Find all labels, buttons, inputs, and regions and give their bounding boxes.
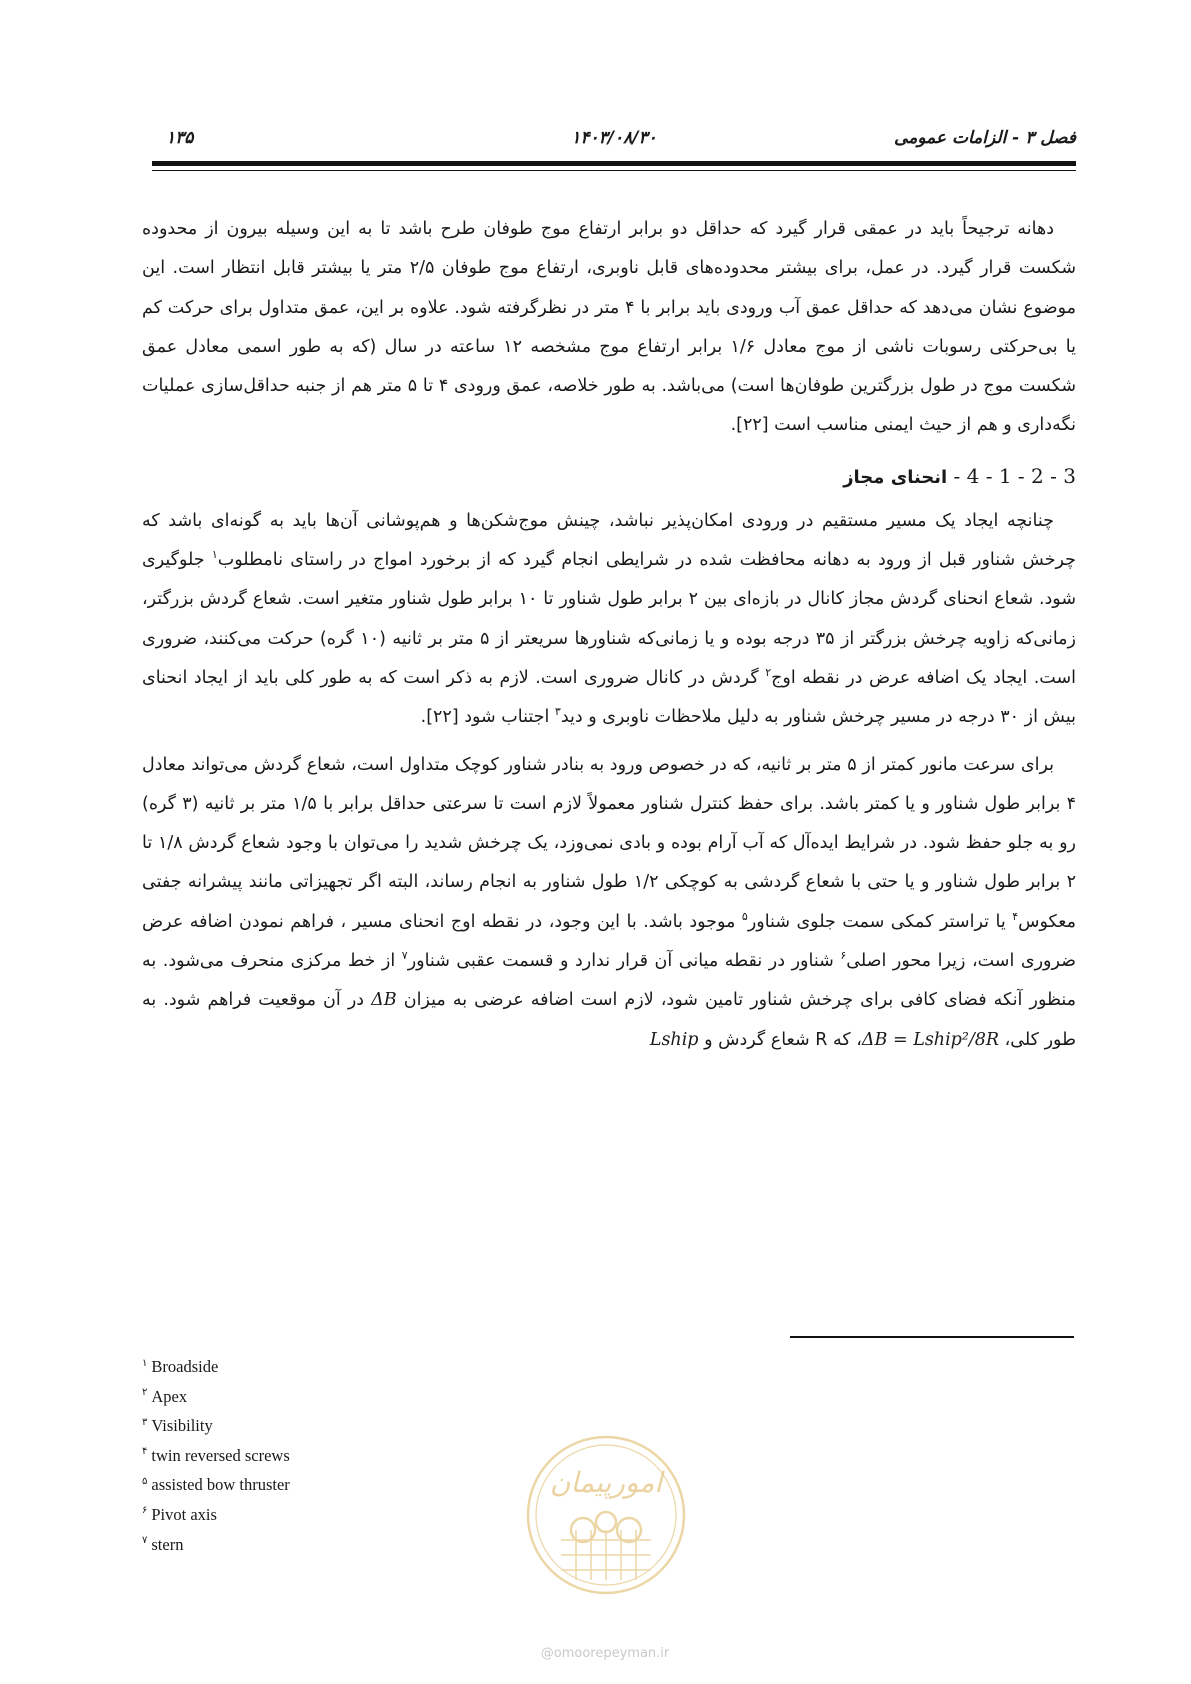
paragraph-allowed-curvature: [142, 502, 1076, 738]
footnote-mark: ۵: [142, 1475, 148, 1487]
watermark-logo-icon: [521, 1430, 691, 1600]
footnote-separator: [790, 1336, 1074, 1338]
footnote-ref[interactable]: ۷: [401, 949, 408, 963]
paragraph-turning-radius: [142, 746, 1076, 1060]
header-rule-thin: [152, 170, 1076, 171]
text-span: از خط مرکزی منحرف می‌شود. به منظور آنکه فضای کافی برای چرخش شناور تامین شود، لازم است اضافه عرضی به میزان: [142, 951, 1076, 1011]
math-delta-b: ΔB: [371, 990, 397, 1011]
text-span: در آن موقعیت فراهم شود. به طور کلی،: [142, 990, 1076, 1050]
watermark-logo-text: امورپیمان: [549, 1466, 663, 1499]
page-number: ۱۳۵: [166, 128, 194, 148]
footnote-text: Pivot axis: [151, 1504, 217, 1524]
watermark-site: @omoorepeyman.ir: [540, 1646, 670, 1661]
footnote-mark: ۲: [142, 1387, 148, 1399]
footnote-ref[interactable]: ۱: [211, 548, 218, 562]
footnote-mark: ۳: [142, 1416, 148, 1428]
text-span: اجتناب شود [۲۲].: [420, 707, 555, 728]
footnote-text: stern: [151, 1534, 184, 1554]
chapter-title: فصل ۳ - الزامات عمومی: [894, 128, 1076, 148]
footnote-text: assisted bow thruster: [151, 1475, 290, 1495]
footnote-ref[interactable]: ۶: [840, 949, 847, 963]
section-heading: [142, 454, 1076, 500]
math-lship: Lship: [649, 1029, 699, 1050]
section-title: انحنای مجاز: [843, 466, 948, 488]
page-header: [152, 128, 1076, 154]
header-rule-thick: [152, 161, 1076, 166]
text-span: جلوگیری شود. شعاع انحنای گردش مجاز کانال در بازه‌ای بین ۲ برابر طول شناور تا ۱۰ برابر طول شناور متغیر است. شعاع گردش بزرگتر، زمانی‌که زاویه چرخش بزرگتر از ۳۵ درجه بوده و یا زمانی‌که شناورها سریعتر از ۵ متر بر ثانیه (۱۰ گره) حرکت می‌کنند، ضروری است. ایجاد یک اضافه عرض در نقطه اوج: [142, 550, 1077, 688]
footnote-item: [142, 1352, 642, 1382]
text-span: شناور در نقطه میانی آن قرار ندارد و قسمت عقبی شناور: [407, 951, 841, 972]
header-date: ۱۴۰۳/۰۸/۳۰: [571, 128, 657, 148]
footnote-text: Broadside: [151, 1357, 219, 1376]
math-formula: ΔB = Lship²/8R: [861, 1029, 1000, 1050]
text-span: چنانچه ایجاد یک مسیر مستقیم در ورودی امکان‌پذیر نباشد، چینش موج‌شکن‌ها و هم‌پوشانی آن‌ها باید به گونه‌ای باشد که چرخش شناور قبل از ورود به دهانه محافظت شده در شرایطی انجام گیرد که از برخورد امواج در راستای نامطلوب: [142, 510, 1076, 571]
text-span: یا تراستر کمکی سمت جلوی شناور: [747, 911, 1013, 932]
footnote-mark: ۷: [142, 1535, 148, 1547]
text-span: گردش در کانال ضروری است. لازم به ذکر است که به طور کلی باید از ایجاد انحنای بیش از ۳۰ درجه در مسیر چرخش شناور به دلیل ملاحظات ناوبری و دید: [142, 667, 1076, 728]
footnote-mark: ۶: [142, 1505, 148, 1517]
footnote-text: Visibility: [151, 1416, 213, 1436]
footnote-text: twin reversed screws: [151, 1445, 290, 1465]
footnote-ref[interactable]: ۲: [765, 666, 772, 680]
text-span: موجود باشد. با این وجود، در نقطه اوج انحنای مسیر ، فراهم نمودن اضافه عرض ضروری است، زیرا محور اصلی: [142, 911, 1076, 972]
paragraph-entrance-depth: دهانه ترجیحاً باید در عمقی قرار گیرد که حداقل دو برابر ارتفاع موج طوفان طرح باشد تا به این وسیله بیرون از محدوده شکست قرار گیرد. در عمل، برای بیشتر محدوده‌های قابل ناوبری، ارتفاع موج طوفان ۲/۵ متر یا بیشتر قابل انتظار است. این موضوع نشان می‌دهد که حداقل عمق آب ورودی باید برابر با ۴ متر در نظرگرفته شود. علاوه بر این، عمق متداول برای حرکت کم یا بی‌حرکتی رسوبات ناشی از موج معادل ۱/۶ برابر ارتفاع موج مشخصه ۱۲ ساعته در سال (که به طور اسمی معادل عمق شکست موج در طول بزرگترین طوفان‌ها است) می‌باشد. به طور خلاصه، عمق ورودی ۴ تا ۵ متر هم از جنبه حداقل‌سازی عملیات نگه‌داری و هم از حیث ایمنی مناسب است [۲۲].: [142, 219, 1076, 436]
document-body: [142, 210, 1076, 1068]
footnote-ref[interactable]: ۴: [1012, 909, 1019, 923]
footnote-mark: ۴: [142, 1446, 148, 1458]
footnote-ref[interactable]: ۵: [741, 909, 748, 923]
text-span: ، که R شعاع گردش و: [698, 1029, 862, 1050]
section-number: 3 - 2 - 1 - 4 -: [953, 463, 1076, 488]
footnote-mark: ۱: [142, 1357, 148, 1369]
footnote-text: Apex: [151, 1386, 188, 1406]
text-span: برای سرعت مانور کمتر از ۵ متر بر ثانیه، که در خصوص ورود به بنادر شناور کوچک متداول است، شعاع گردش می‌تواند معادل ۴ برابر طول شناور و یا کمتر باشد. برای حفظ کنترل شناور معمولاً لازم است تا سرعتی حداقل برابر با ۱/۵ متر بر ثانیه (۳ گره) رو به جلو حفظ شود. در شرایط ایده‌آل که آب آرام بوده و بادی نمی‌وزد، یک چرخش شدید را می‌توان با وجود شعاع گردش ۱/۸ تا ۲ برابر طول شناور و یا حتی با شعاع گردشی به کوچکی ۱/۲ طول شناور به انجام رساند، البته اگر تجهیزاتی مانند پیشرانه جفتی معکوس: [142, 754, 1077, 932]
footnote-item: [142, 1382, 642, 1412]
footnote-ref[interactable]: ۳: [554, 705, 561, 719]
